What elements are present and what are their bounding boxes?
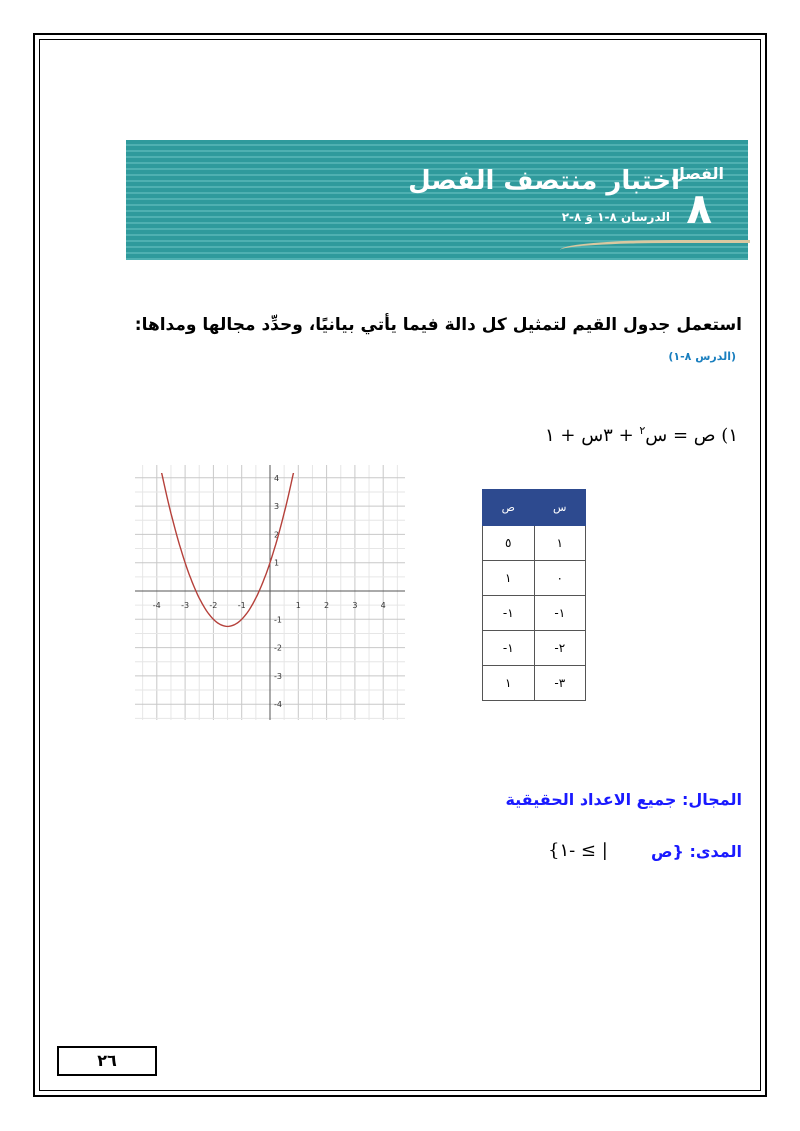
y-tick-label: -4: [274, 700, 282, 710]
chapter-word: الفصل: [670, 164, 724, 183]
table-cell: ١-: [534, 596, 586, 631]
problem-number: ١): [721, 425, 738, 446]
table-row: [483, 526, 586, 561]
banner-subtitle: الدرسان ٨-١ وَ ٨-٢: [561, 210, 670, 224]
table-header-0: س: [534, 490, 586, 526]
x-tick-label: 2: [324, 601, 330, 610]
lesson-tag: (الدرس ٨-١): [668, 350, 736, 363]
range-expression: {١- ≤ |: [548, 840, 608, 861]
chapter-number: ٨: [686, 184, 712, 233]
x-tick-label: -2: [209, 601, 218, 610]
page-number: ٢٦: [57, 1046, 157, 1076]
table-cell: ١: [534, 526, 586, 561]
table-header-row: [483, 490, 586, 526]
table-cell: ١: [483, 561, 535, 596]
x-tick-label: 1: [295, 601, 301, 610]
table-row: [483, 666, 586, 701]
equation-part2: + ٣س + ١: [545, 425, 640, 446]
table-cell: ١: [483, 666, 535, 701]
table-row: [483, 596, 586, 631]
equation-exponent: ٢: [639, 424, 646, 437]
y-tick-label: -3: [274, 671, 282, 681]
table-row: [483, 631, 586, 666]
values-table: [482, 489, 586, 701]
table-body: [483, 526, 586, 701]
table-header-1: ص: [483, 490, 535, 526]
x-tick-label: 3: [352, 601, 358, 610]
instruction: [92, 310, 742, 372]
table-cell: ٥: [483, 526, 535, 561]
instruction-text: استعمل جدول القيم لتمثيل كل دالة فيما يأتي بيانيًا، وحدِّد مجالها ومداها:: [134, 315, 742, 335]
y-tick-label: 4: [274, 473, 280, 483]
y-tick-label: 3: [274, 502, 280, 512]
range-label: المدى: {ص: [650, 842, 742, 861]
table-cell: ١-: [483, 631, 535, 666]
equation-part1: ص = س: [645, 425, 716, 446]
table-row: [483, 561, 586, 596]
x-tick-label: -3: [181, 601, 190, 610]
parabola-graph: [135, 465, 405, 720]
x-tick-label: -1: [237, 601, 246, 610]
y-tick-label: -2: [274, 643, 282, 653]
x-tick-label: -4: [152, 601, 161, 610]
parabola-curve: [160, 465, 295, 626]
y-tick-label: 1: [274, 558, 280, 568]
x-tick-label: 4: [380, 601, 386, 610]
y-tick-label: -1: [274, 615, 282, 625]
table-cell: ٢-: [534, 631, 586, 666]
y-tick-label: 2: [274, 530, 280, 540]
banner-curve: [560, 240, 750, 257]
problem-equation: [545, 424, 738, 446]
table-cell: ٣-: [534, 666, 586, 701]
domain-answer: المجال: جميع الاعداد الحقيقية: [505, 790, 742, 809]
table-cell: ١-: [483, 596, 535, 631]
banner-title: اختبار منتصف الفصل: [408, 166, 680, 196]
table-cell: ٠: [534, 561, 586, 596]
